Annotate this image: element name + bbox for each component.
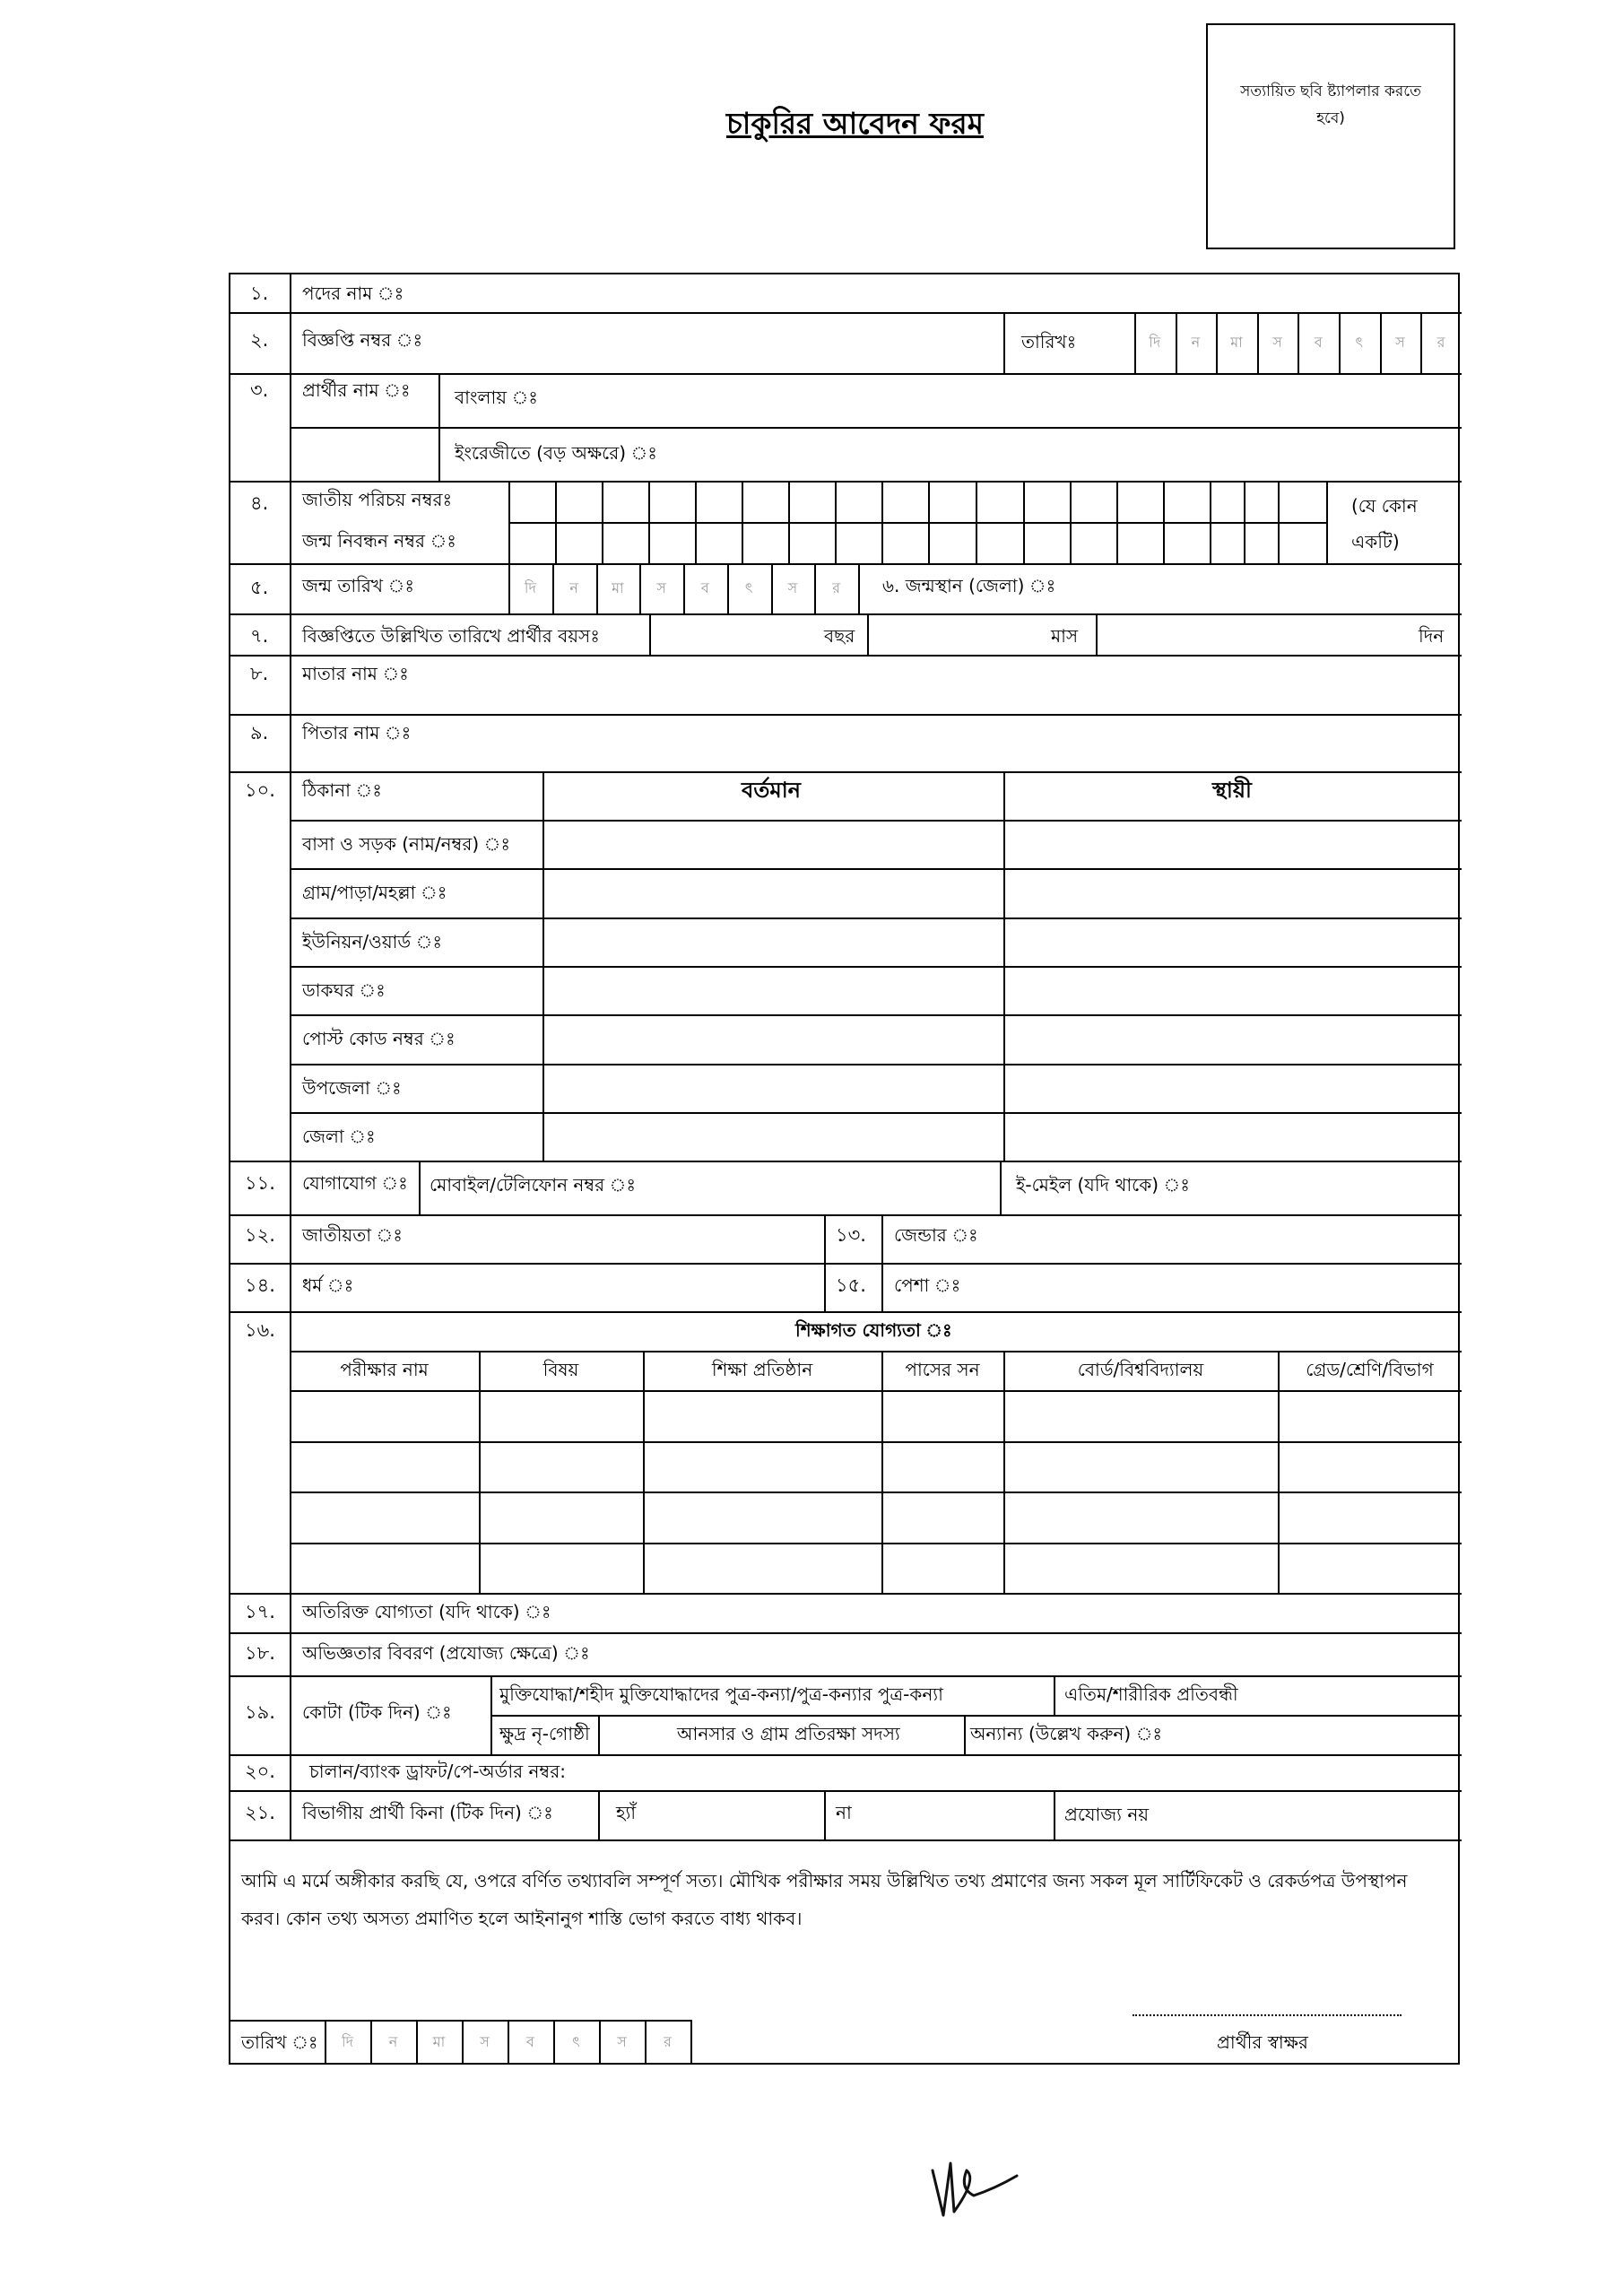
circular-date-cell[interactable]: ন	[1191, 334, 1201, 351]
permanent-address-input[interactable]	[1005, 1014, 1460, 1063]
present-address-input[interactable]	[544, 1064, 1003, 1112]
row-12-number: ১২.	[245, 1224, 275, 1246]
footer-date-cell[interactable]: ৎ	[572, 2033, 580, 2050]
footer-date-label: তারিখ ঃ	[241, 2031, 318, 2053]
departmental-yes[interactable]: হ্যাঁ	[616, 1802, 637, 1823]
row-9-number: ৯.	[250, 722, 269, 744]
education-column-header: শিক্ষা প্রতিষ্ঠান	[711, 1359, 813, 1380]
birth-reg-label: জন্ম নিবন্ধন নম্বর ঃ	[302, 530, 456, 552]
orphan-disabled-quota[interactable]: এতিম/শারীরিক প্রতিবন্ধী	[1064, 1683, 1238, 1705]
form-title: চাকুরির আবেদন ফরম	[726, 106, 984, 141]
circular-date-cell[interactable]: ব	[1314, 334, 1323, 351]
education-cell[interactable]	[1278, 1543, 1462, 1594]
id-digit-cell[interactable]	[928, 481, 976, 563]
education-cell[interactable]	[1278, 1492, 1462, 1543]
address-field-label: বাসা ও সড়ক (নাম/নম্বর) ঃ	[302, 833, 511, 855]
age-year-label: বছর	[824, 625, 855, 647]
id-digit-cell[interactable]	[695, 481, 742, 563]
handwritten-signature-mark	[924, 2152, 1031, 2224]
education-cell[interactable]	[479, 1390, 643, 1441]
education-column-header: বিষয়	[542, 1359, 579, 1380]
id-digit-cell[interactable]	[1070, 481, 1116, 563]
row-2-number: ২.	[250, 329, 269, 351]
name-english-label: ইংরেজীতে (বড় অক্ষরে) ঃ	[455, 442, 657, 464]
permanent-address-input[interactable]	[1005, 1064, 1460, 1112]
row-14-number: ১৪.	[245, 1274, 275, 1296]
id-digit-cell[interactable]	[1163, 481, 1210, 563]
circular-date-cell[interactable]: স	[1395, 334, 1405, 351]
birth-date-cell[interactable]: ন	[569, 579, 578, 596]
present-address-input[interactable]	[544, 966, 1003, 1014]
present-address-heading: বর্তমান	[742, 778, 801, 803]
id-digit-cell[interactable]	[1244, 481, 1278, 563]
education-cell[interactable]	[643, 1492, 881, 1543]
education-cell[interactable]	[643, 1390, 881, 1441]
id-digit-cell[interactable]	[881, 481, 928, 563]
address-field-label: পোস্ট কোড নম্বর ঃ	[302, 1028, 456, 1050]
birth-date-cell[interactable]: ৎ	[744, 579, 753, 596]
row-7-number: ৭.	[250, 625, 269, 647]
row-16-number: ১৬.	[245, 1319, 275, 1341]
one-of-them-note: (যে কোন একটি)	[1351, 495, 1418, 552]
id-digit-cell[interactable]	[1210, 481, 1244, 563]
education-cell[interactable]	[479, 1543, 643, 1594]
birthplace-label: ৬. জন্মস্থান (জেলা) ঃ	[882, 575, 1056, 596]
birth-date-cell[interactable]: স	[787, 579, 798, 596]
profession-label: পেশা ঃ	[894, 1274, 961, 1296]
id-digit-cell[interactable]	[1023, 481, 1070, 563]
row-11-number: ১১.	[245, 1172, 275, 1194]
education-heading: শিক্ষাগত যোগ্যতা ঃ	[795, 1319, 952, 1341]
email-label: ই-মেইল (যদি থাকে) ঃ	[1016, 1174, 1190, 1196]
present-address-input[interactable]	[544, 1014, 1003, 1063]
education-cell[interactable]	[290, 1441, 479, 1492]
row-13-number: ১৩.	[836, 1224, 866, 1246]
birth-date-cell[interactable]: ব	[700, 579, 709, 596]
id-digit-cell[interactable]	[1278, 481, 1326, 563]
id-digit-cell[interactable]	[742, 481, 788, 563]
mother-name-label: মাতার নাম ঃ	[302, 663, 409, 684]
gender-label: জেন্ডার ঃ	[894, 1224, 978, 1246]
nationality-label: জাতীয়তা ঃ	[302, 1224, 403, 1246]
address-label: ঠিকানা ঃ	[302, 779, 382, 801]
education-cell[interactable]	[1003, 1390, 1278, 1441]
applicant-name-label: প্রার্থীর নাম ঃ	[302, 379, 411, 401]
education-cell[interactable]	[1278, 1390, 1462, 1441]
footer-date-cell[interactable]: র	[664, 2033, 672, 2050]
circular-date-cell[interactable]: মা	[1230, 334, 1243, 351]
education-cell[interactable]	[881, 1543, 1003, 1594]
footer-date-cell[interactable]: স	[480, 2033, 490, 2050]
present-address-input[interactable]	[544, 820, 1003, 868]
education-cell[interactable]	[290, 1492, 479, 1543]
freedom-fighter-quota[interactable]: মুক্তিযোদ্ধা/শহীদ মুক্তিযোদ্ধাদের পুত্র-কন্যা/পুত্র-কন্যার পুত্র-কন্যা	[499, 1683, 943, 1705]
address-field-label: জেলা ঃ	[302, 1125, 376, 1147]
education-cell[interactable]	[1278, 1441, 1462, 1492]
education-cell[interactable]	[881, 1390, 1003, 1441]
birth-date-label: জন্ম তারিখ ঃ	[302, 575, 414, 596]
id-digit-cell[interactable]	[835, 481, 881, 563]
age-month-label: মাস	[1051, 625, 1079, 647]
departmental-no[interactable]: না	[836, 1802, 852, 1823]
nid-label: জাতীয় পরিচয় নম্বরঃ	[302, 489, 453, 510]
education-cell[interactable]	[479, 1492, 643, 1543]
father-name-label: পিতার নাম ঃ	[302, 722, 412, 744]
row-21-number: ২১.	[245, 1802, 275, 1823]
birth-date-cell[interactable]: স	[656, 579, 666, 596]
photo-note: সত্যায়িত ছবি ষ্ট্যাপলার করতে হবে)	[1240, 83, 1421, 127]
row-18-number: ১৮.	[245, 1642, 275, 1664]
address-field-label: গ্রাম/পাড়া/মহল্লা ঃ	[302, 882, 447, 904]
footer-date-cell[interactable]: মা	[432, 2033, 446, 2050]
present-address-input[interactable]	[544, 1112, 1003, 1161]
circular-date-cell[interactable]: স	[1272, 334, 1282, 351]
row-19-number: ১৯.	[245, 1701, 275, 1723]
quota-label: কোটা (টিক দিন) ঃ	[302, 1701, 452, 1723]
row-8-number: ৮.	[250, 663, 269, 684]
education-cell[interactable]	[290, 1390, 479, 1441]
permanent-address-input[interactable]	[1005, 868, 1460, 917]
education-cell[interactable]	[881, 1492, 1003, 1543]
experience-label: অভিজ্ঞতার বিবরণ (প্রযোজ্য ক্ষেত্রে) ঃ	[302, 1642, 590, 1664]
row-4-number: ৪.	[250, 492, 269, 514]
ansar-vdp-quota[interactable]: আনসার ও গ্রাম প্রতিরক্ষা সদস্য	[677, 1723, 900, 1744]
address-field-label: ইউনিয়ন/ওয়ার্ড ঃ	[302, 930, 443, 952]
form-frame	[229, 273, 1460, 2065]
education-column-header: গ্রেড/শ্রেণি/বিভাগ	[1306, 1359, 1434, 1380]
circular-number-label: বিজ্ঞপ্তি নম্বর ঃ	[302, 329, 423, 351]
footer-date-cell[interactable]: দি	[342, 2033, 353, 2050]
signature-line[interactable]	[1133, 2014, 1402, 2016]
row-17-number: ১৭.	[245, 1601, 275, 1622]
permanent-address-heading: স্থায়ী	[1212, 778, 1252, 803]
circular-date-cell[interactable]: র	[1436, 334, 1445, 351]
id-digit-cell[interactable]	[976, 481, 1023, 563]
row-10-number: ১০.	[245, 779, 275, 801]
declaration-text: আমি এ মর্মে অঙ্গীকার করছি যে, ওপরে বর্ণিত তথ্যাবলি সম্পূর্ণ সত্য। মৌখিক পরীক্ষার সময় উল্লিখিত তথ্য প্রমাণের জন্য সকল মূল সার্টিফিকেট ও রেকর্ডপত্র উপস্থাপন করব। কোন তথ্য অসত্য প্রমাণিত হলে আইনানুগ শাস্তি ভোগ করতে বাধ্য থাকব।	[241, 1870, 1408, 1929]
present-address-input[interactable]	[544, 868, 1003, 917]
birth-date-cell[interactable]: র	[832, 579, 841, 596]
education-column-header: বোর্ড/বিশ্ববিদ্যালয়	[1077, 1359, 1204, 1380]
id-digit-cell[interactable]	[602, 481, 648, 563]
extra-qualification-label: অতিরিক্ত যোগ্যতা (যদি থাকে) ঃ	[302, 1601, 551, 1622]
education-cell[interactable]	[290, 1543, 479, 1594]
education-cell[interactable]	[1003, 1543, 1278, 1594]
footer-date-cell[interactable]: ন	[388, 2033, 398, 2050]
present-address-input[interactable]	[544, 918, 1003, 966]
circular-date-label: তারিখঃ	[1021, 331, 1077, 352]
permanent-address-input[interactable]	[1005, 820, 1460, 868]
birth-date-cell[interactable]: দি	[524, 579, 536, 596]
id-digit-cell[interactable]	[508, 481, 555, 563]
education-cell[interactable]	[643, 1441, 881, 1492]
age-day-label: দিন	[1419, 625, 1445, 647]
signature-label: প্রার্থীর স্বাক্ষর	[1217, 2031, 1308, 2053]
circular-date-cell[interactable]: দি	[1149, 334, 1161, 351]
id-digit-cell[interactable]	[1116, 481, 1163, 563]
footer-date-cell[interactable]: স	[617, 2033, 627, 2050]
footer-date-cell[interactable]: ব	[526, 2033, 534, 2050]
row-3-number: ৩.	[250, 379, 269, 401]
education-column-header: পাসের সন	[905, 1359, 980, 1380]
id-digit-cell[interactable]	[555, 481, 602, 563]
education-column-header: পরীক্ষার নাম	[340, 1359, 429, 1380]
departmental-not-applicable[interactable]: প্রযোজ্য নয়	[1064, 1804, 1150, 1825]
birth-date-cell[interactable]: মা	[612, 579, 624, 596]
mobile-label: মোবাইল/টেলিফোন নম্বর ঃ	[430, 1174, 637, 1196]
education-cell[interactable]	[881, 1441, 1003, 1492]
education-cell[interactable]	[1003, 1492, 1278, 1543]
row-20-number: ২০.	[245, 1761, 275, 1782]
row-15-number: ১৫.	[836, 1274, 866, 1296]
religion-label: ধর্ম ঃ	[302, 1274, 354, 1296]
address-field-label: উপজেলা ঃ	[302, 1076, 402, 1099]
challan-label: চালান/ব্যাংক ড্রাফট/পে-অর্ডার নম্বর:	[309, 1761, 566, 1782]
row-1-number: ১.	[250, 283, 269, 304]
circular-date-cell[interactable]: ৎ	[1355, 334, 1364, 351]
education-cell[interactable]	[1003, 1441, 1278, 1492]
address-field-label: ডাকঘর ঃ	[302, 978, 386, 1001]
contact-label: যোগাযোগ ঃ	[302, 1172, 408, 1194]
permanent-address-input[interactable]	[1005, 966, 1460, 1014]
photo-box[interactable]	[1206, 23, 1455, 249]
education-cell[interactable]	[643, 1543, 881, 1594]
education-cell[interactable]	[479, 1441, 643, 1492]
row-5-number: ৫.	[250, 577, 269, 598]
departmental-candidate-label: বিভাগীয় প্রার্থী কিনা (টিক দিন) ঃ	[302, 1802, 553, 1823]
ethnic-minority-quota[interactable]: ক্ষুদ্র নৃ-গোষ্ঠী	[499, 1723, 590, 1744]
post-name-label: পদের নাম ঃ	[302, 283, 404, 304]
age-label: বিজ্ঞপ্তিতে উল্লিখিত তারিখে প্রার্থীর বয়সঃ	[302, 625, 600, 647]
other-quota[interactable]: অন্যান্য (উল্লেখ করুন) ঃ	[970, 1723, 1163, 1744]
permanent-address-input[interactable]	[1005, 1112, 1460, 1161]
name-bangla-label: বাংলায় ঃ	[455, 387, 538, 408]
id-digit-cell[interactable]	[648, 481, 695, 563]
id-digit-cell[interactable]	[788, 481, 835, 563]
permanent-address-input[interactable]	[1005, 918, 1460, 966]
